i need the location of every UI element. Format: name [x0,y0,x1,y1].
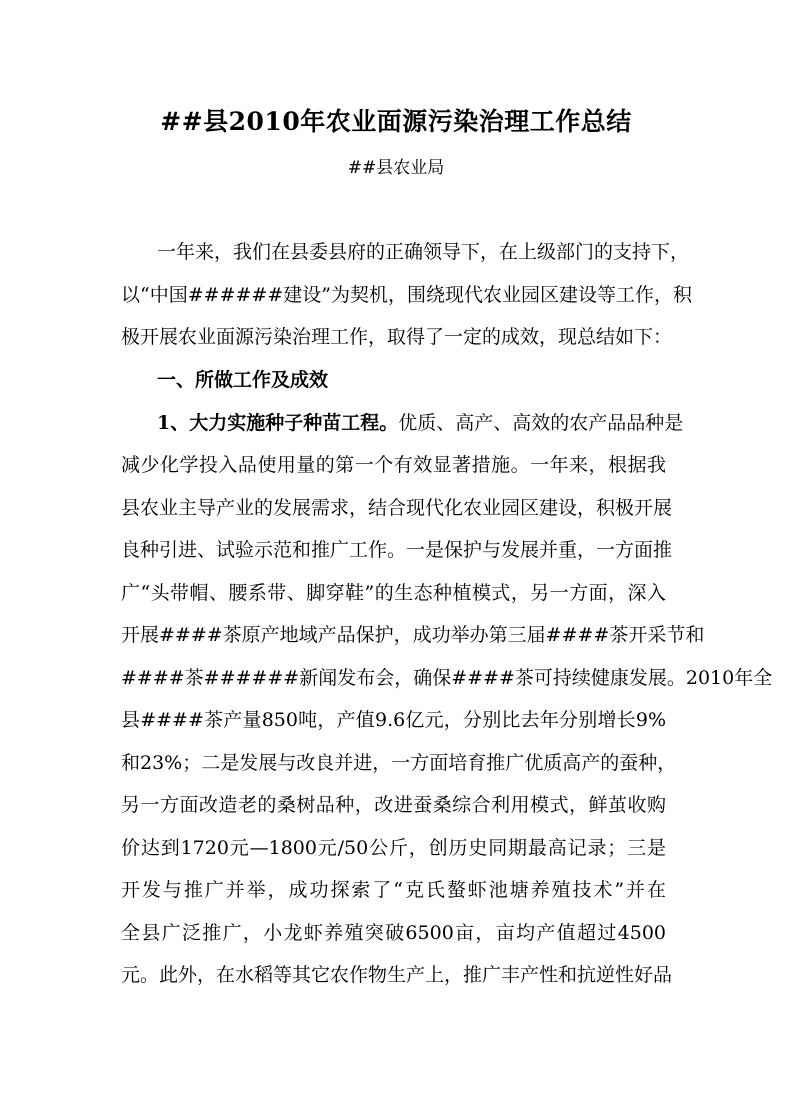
paragraph-line: 良种引进、试验示范和推广工作。一是保护与发展并重，一方面推 [121,539,673,561]
paragraph-line: 减少化学投入品使用量的第一个有效显著措施。一年来，根据我 [121,454,666,476]
paragraph-line: 元。此外，在水稻等其它农作物生产上，推广丰产性和抗逆性好品 [121,964,673,986]
paragraph-line: 县####茶产量850吨，产值9.6亿元，分别比去年分别增长9% [121,709,666,731]
section-heading: 一、所做工作及成效 [157,369,329,391]
paragraph-line: 价达到1720元—1800元/50公斤，创历史同期最高记录；三是 [121,837,666,859]
paragraph-line: 以“中国######建设”为契机，围绕现代农业园区建设等工作，积 [121,284,692,306]
paragraph-line: 极开展农业面源污染治理工作，取得了一定的成效，现总结如下： [121,326,673,348]
paragraph-line: 广“头带帽、腰系带、脚穿鞋”的生态种植模式，另一方面，深入 [121,582,666,604]
paragraph-line: 和23%；二是发展与改良并进，一方面培育推广优质高产的蚕种， [121,752,677,774]
paragraph-line: ####茶######新闻发布会，确保####茶可持续健康发展。2010年全 [121,667,773,689]
document-author: ##县农业局 [347,158,445,178]
paragraph-line: 县农业主导产业的发展需求，结合现代化农业园区建设，积极开展 [121,497,673,519]
paragraph-line: 开发与推广并举，成功探索了“克氏螯虾池塘养殖技术”并在 [121,879,666,901]
subsection-heading: 1、大力实施种子种苗工程。 [157,412,399,434]
paragraph-line: 全县广泛推广，小龙虾养殖突破6500亩，亩均产值超过4500 [121,922,666,944]
paragraph-line: 开展####茶原产地域产品保护，成功举办第三届####茶开采节和 [121,624,705,646]
paragraph-text: 优质、高产、高效的农产品品种是 [398,412,684,434]
paragraph-line: 另一方面改造老的桑树品种，改进蚕桑综合利用模式，鲜茧收购 [121,794,666,816]
document-title: ##县2010年农业面源污染治理工作总结 [160,107,632,136]
paragraph-line: 一年来，我们在县委县府的正确领导下，在上级部门的支持下， [157,241,690,263]
paragraph-line [157,408,684,438]
